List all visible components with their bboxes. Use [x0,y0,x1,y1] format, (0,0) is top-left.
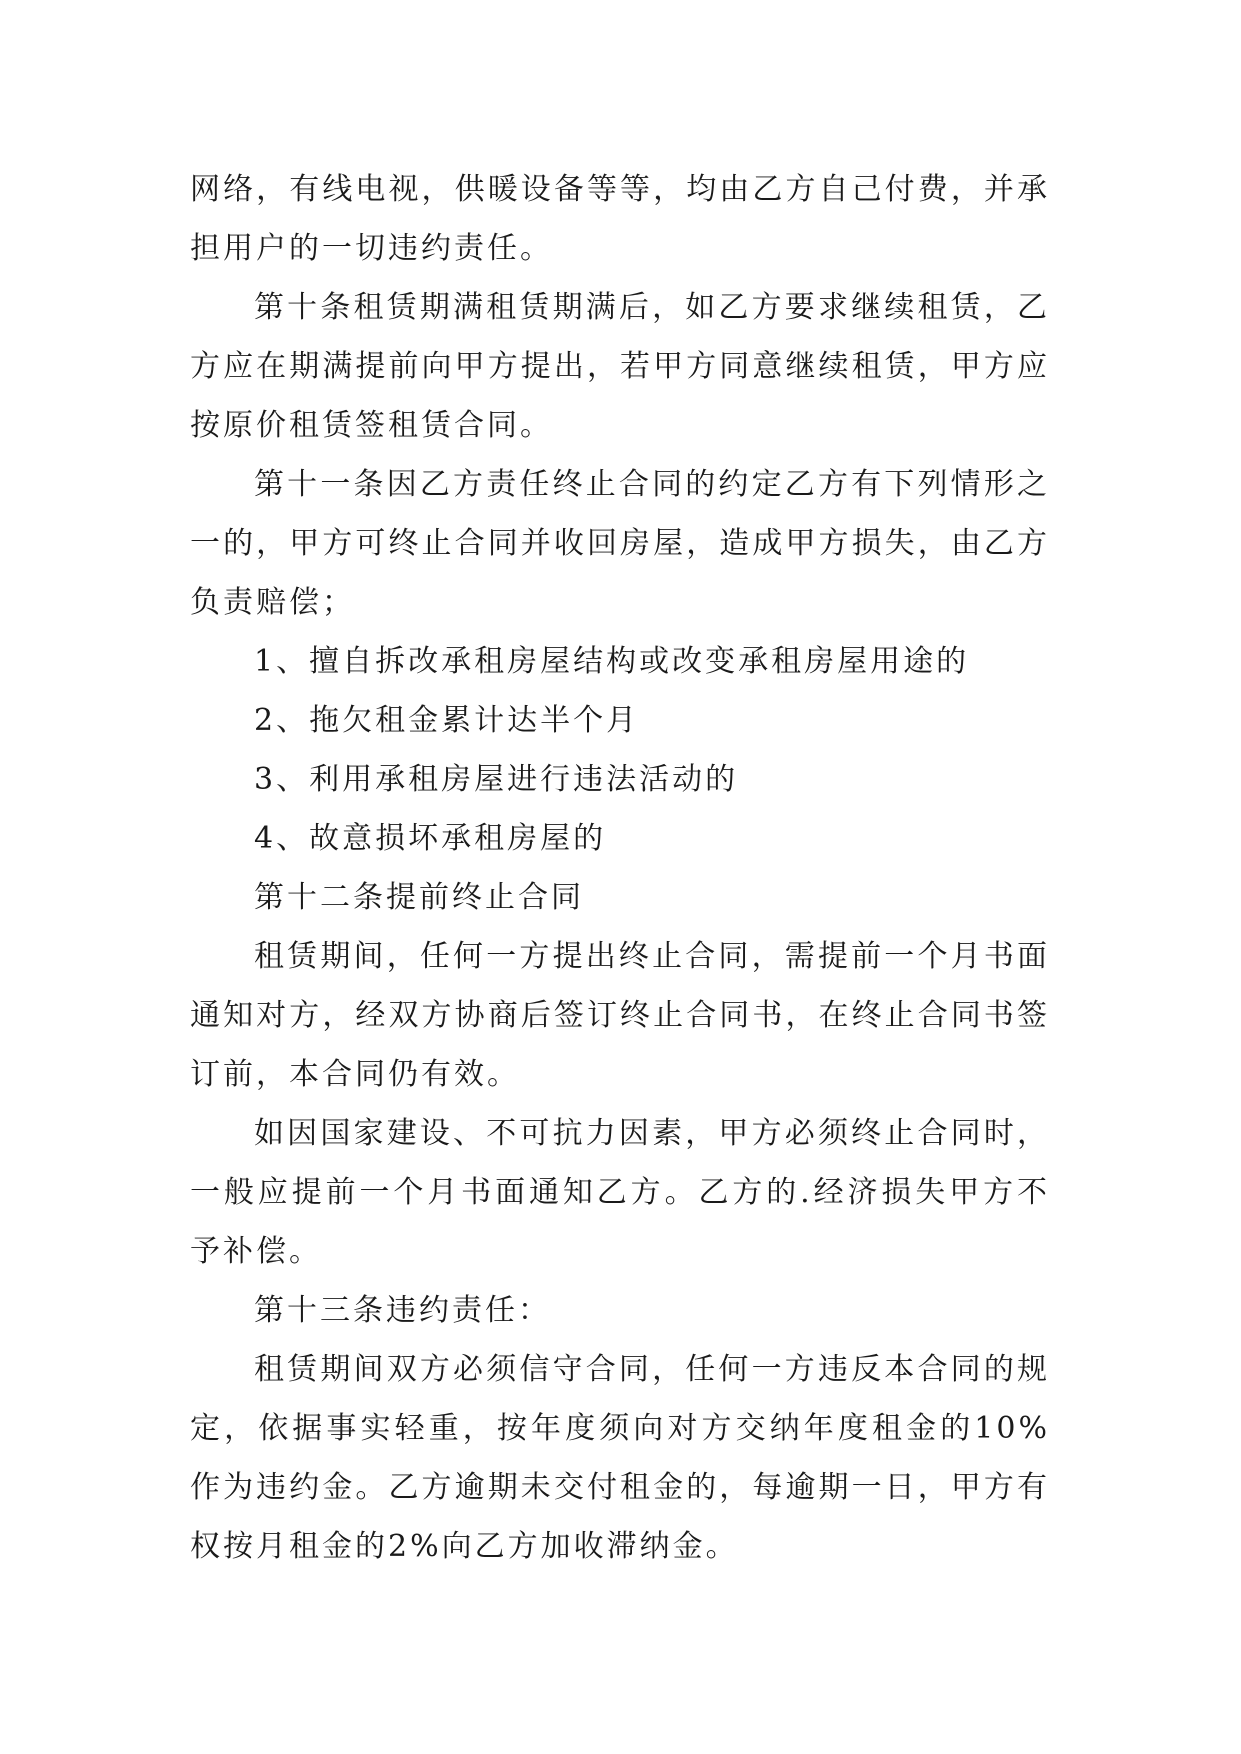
paragraph-article-11: 第十一条因乙方责任终止合同的约定乙方有下列情形之一的，甲方可终止合同并收回房屋，造成甲方损失，由乙方负责赔偿； [190,467,1050,620]
paragraph-early-termination: 租赁期间，任何一方提出终止合同，需提前一个月书面通知对方，经双方协商后签订终止合同书，在终止合同书签订前，本合同仍有效。 [190,939,1050,1092]
document-body [190,160,1050,1576]
paragraph-article-10: 第十条租赁期满租赁期满后，如乙方要求继续租赁，乙方应在期满提前向甲方提出，若甲方同意继续租赁，甲方应按原价租赁签租赁合同。 [190,290,1050,443]
heading-article-13: 第十三条违约责任： [254,1293,551,1328]
list-item-2: 2、拖欠租金累计达半个月 [254,703,640,738]
list-item-1: 1、擅自拆改承租房屋结构或改变承租房屋用途的 [254,644,970,679]
paragraph-breach-liability: 租赁期间双方必须信守合同，任何一方违反本合同的规定，依据事实轻重，按年度须向对方交纳年度租金的10%作为违约金。乙方逾期未交付租金的，每逾期一日，甲方有权按月租金的2%向乙方加收滞纳金。 [190,1352,1050,1564]
paragraph-utilities-continued: 网络，有线电视，供暖设备等等，均由乙方自己付费，并承担用户的一切违约责任。 [190,172,1050,266]
list-item-4: 4、故意损坏承租房屋的 [254,821,607,856]
list-item-3: 3、利用承租房屋进行违法活动的 [254,762,739,797]
paragraph-force-majeure: 如因国家建设、不可抗力因素，甲方必须终止合同时，一般应提前一个月书面通知乙方。乙方的.经济损失甲方不予补偿。 [190,1116,1050,1269]
heading-article-12: 第十二条提前终止合同 [254,880,584,915]
